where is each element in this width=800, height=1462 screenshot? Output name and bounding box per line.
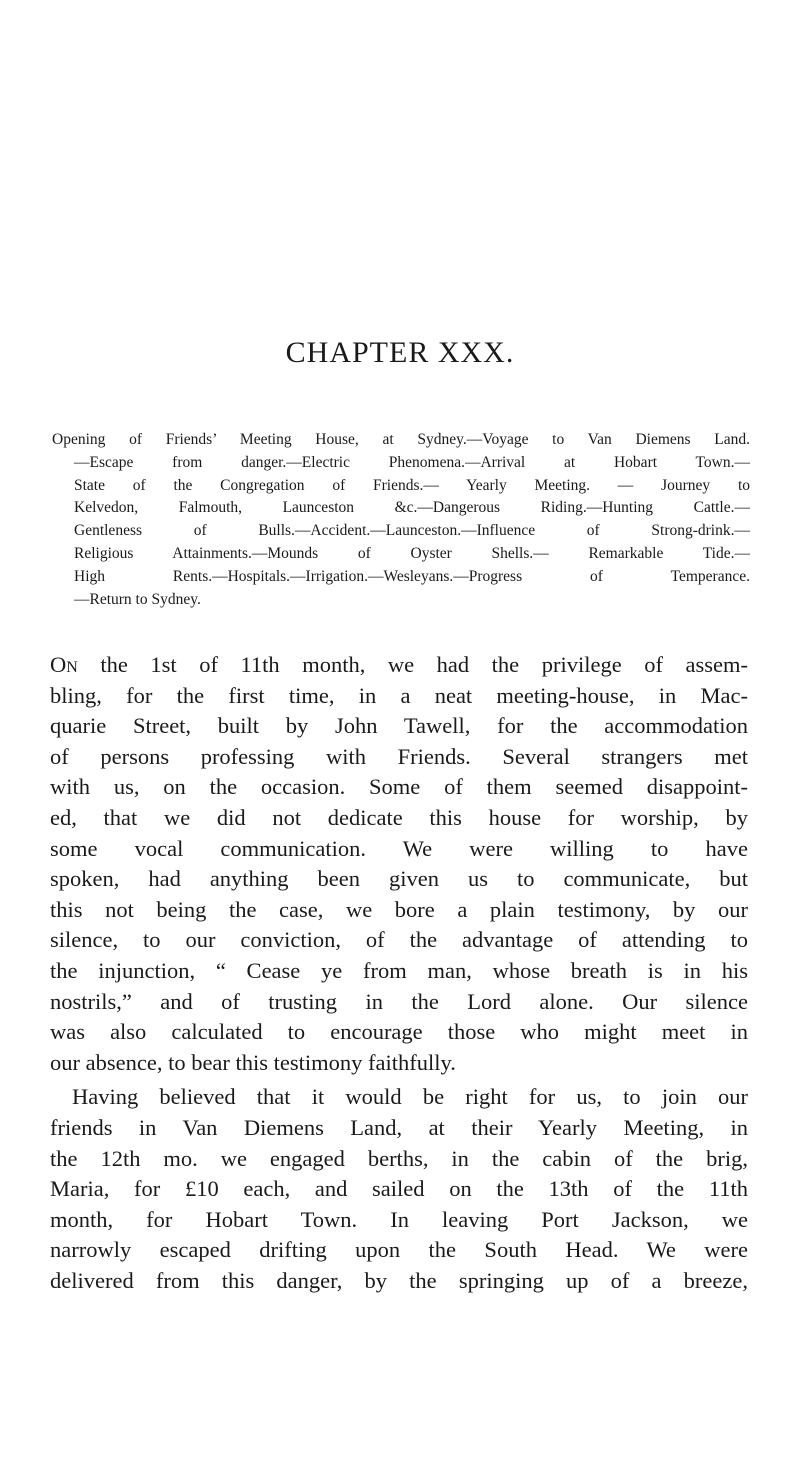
summary-line: —Escape from danger.—Electric Phenomena.—Arrival at Hobart Town.— — [74, 453, 750, 471]
text-line: month, for Hobart Town. In leaving Port Jackson, we — [50, 1206, 748, 1232]
text-line: this not being the case, we bore a plain testimony, by our — [50, 896, 748, 922]
text-line: Maria, for £10 each, and sailed on the 13th of the 11th — [50, 1176, 748, 1202]
text-line: was also calculated to encourage those who might meet in — [50, 1019, 748, 1045]
drop-word: On — [50, 652, 78, 677]
text-line: the 12th mo. we engaged berths, in the cabin of the brig, — [50, 1145, 748, 1171]
chapter-title: CHAPTER XXX. — [285, 336, 515, 369]
text-line: narrowly escaped drifting upon the South Head. We were — [50, 1237, 748, 1263]
text-line: spoken, had anything been given us to communicate, but — [50, 866, 748, 892]
text-line: delivered from this danger, by the springing up of a breeze, — [50, 1267, 748, 1293]
text-line: bling, for the first time, in a neat meeting-house, in Mac- — [50, 682, 748, 708]
chapter-summary — [52, 429, 750, 611]
body-text — [50, 650, 748, 1296]
text-line: ed, that we did not dedicate this house for worship, by — [50, 804, 748, 830]
summary-line: —Return to Sydney. — [74, 590, 201, 608]
text-line: some vocal communication. We were willing to have — [50, 835, 748, 861]
paragraph — [50, 650, 748, 1078]
summary-line: Kelvedon, Falmouth, Launceston &c.—Dangerous Riding.—Hunting Cattle.— — [74, 499, 750, 517]
summary-line: Religious Attainments.—Mounds of Oyster Shells.— Remarkable Tide.— — [74, 544, 750, 562]
text-line: the injunction, “ Cease ye from man, whose breath is in his — [50, 957, 748, 983]
text-line: of persons professing with Friends. Several strangers met — [50, 743, 748, 769]
summary-line: State of the Congregation of Friends.— Yearly Meeting. — Journey to — [74, 476, 750, 494]
summary-line: High Rents.—Hospitals.—Irrigation.—Wesleyans.—Progress of Temperance. — [74, 567, 750, 585]
text-line-rest: the 1st of 11th month, we had the privilege of assem- — [77, 652, 748, 677]
summary-line: Gentleness of Bulls.—Accident.—Launceston.—Influence of Strong-drink.— — [74, 522, 750, 540]
text-line: our absence, to bear this testimony faithfully. — [50, 1049, 456, 1075]
text-line: Having believed that it would be right for us, to join our — [72, 1084, 748, 1110]
text-line: quarie Street, built by John Tawell, for the accommodation — [50, 713, 748, 739]
text-line — [50, 650, 748, 681]
summary-line: Opening of Friends’ Meeting House, at Sydney.—Voyage to Van Diemens Land. — [52, 431, 750, 448]
text-line: nostrils,” and of trusting in the Lord alone. Our silence — [50, 988, 748, 1014]
text-line: with us, on the occasion. Some of them seemed disappoint- — [50, 774, 748, 800]
text-line: friends in Van Diemens Land, at their Yearly Meeting, in — [50, 1114, 748, 1140]
paragraph — [50, 1082, 748, 1296]
text-line: silence, to our conviction, of the advantage of attending to — [50, 927, 748, 953]
